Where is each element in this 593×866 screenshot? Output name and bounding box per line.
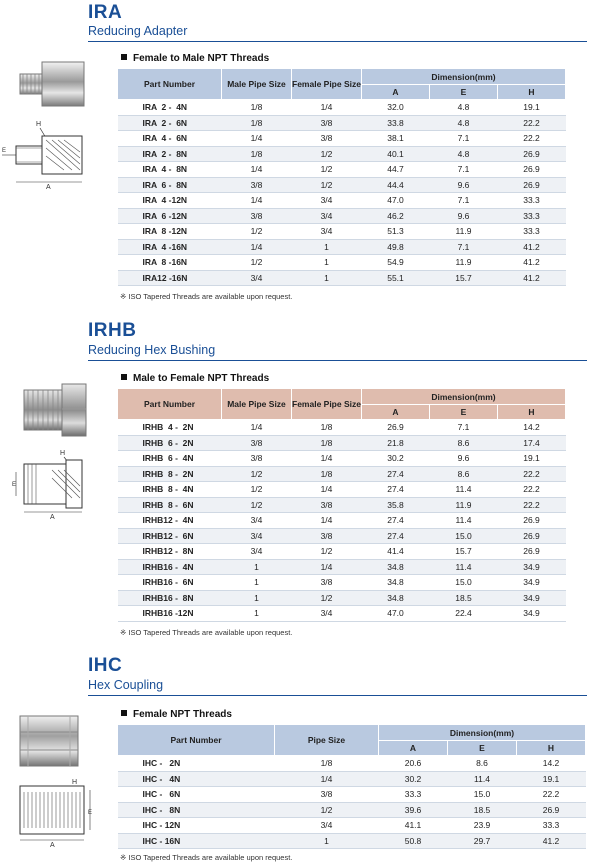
table-cell: 34.8 [362,575,430,591]
table-cell: 3/8 [292,131,362,147]
table-cell: 34.9 [498,575,566,591]
table-cell: 1/4 [222,420,292,436]
table-cell: 3/8 [292,115,362,131]
col-header-male: Male Pipe Size [222,69,292,100]
table-cell: 3/8 [222,435,292,451]
table-cell: 1 [222,590,292,606]
table-cell: 3/4 [222,544,292,560]
dim-label-h: H [60,450,66,457]
section-divider [88,695,587,696]
table-cell: 3/4 [292,193,362,209]
table-cell: 55.1 [362,270,430,286]
table-row [118,131,566,147]
table-cell: 3/8 [292,528,362,544]
table-cell: 3/8 [222,451,292,467]
dim-label-a: A [46,184,51,190]
table-cell: 3/8 [292,497,362,513]
table-cell: 11.4 [430,513,498,529]
table-cell: 22.2 [498,497,566,513]
table-cell: 11.4 [448,771,517,787]
col-header-a: A [379,741,448,756]
table-row [118,270,566,286]
col-header-e: E [430,85,498,100]
part-number-cell: IRA 4 -16N [118,239,222,255]
table-cell: 33.8 [362,115,430,131]
col-header-part: Part Number [118,69,222,100]
table-cell: 41.2 [498,239,566,255]
table-row [118,208,566,224]
table-cell: 1/2 [292,544,362,560]
section-divider [88,360,587,361]
table-cell: 27.4 [362,466,430,482]
dim-label-h: H [72,779,78,786]
table-row [118,818,586,834]
table-cell: 3/8 [222,177,292,193]
part-number-cell: IRA 8 -16N [118,255,222,271]
col-header-part: Part Number [118,725,275,756]
section-divider [88,41,587,42]
part-number-cell: IRA 6 -12N [118,208,222,224]
section-subtitle: Hex Coupling [88,678,164,692]
part-number-cell: IRHB12 - 6N [118,528,222,544]
table-cell: 1/4 [292,451,362,467]
part-number-cell: IRHB 8 - 6N [118,497,222,513]
table-cell: 1/2 [292,177,362,193]
table-cell: 7.1 [430,131,498,147]
table-row [118,239,566,255]
table-cell: 1/2 [222,466,292,482]
table-cell: 3/8 [222,208,292,224]
col-header-a: A [362,85,430,100]
col-header-h: H [498,405,566,420]
table-row [118,420,566,436]
table-row [118,771,586,787]
table-cell: 11.9 [430,224,498,240]
part-number-cell: IHC - 8N [118,802,275,818]
table-cell: 38.1 [362,131,430,147]
table-cell: 41.2 [498,270,566,286]
table-row [118,833,586,849]
part-number-cell: IRHB16 -12N [118,606,222,622]
table-cell: 4.8 [430,100,498,116]
table-cell: 29.7 [448,833,517,849]
part-number-cell: IRA 2 - 4N [118,100,222,116]
table-cell: 49.8 [362,239,430,255]
table-row [118,224,566,240]
table-cell: 1/4 [222,239,292,255]
table-cell: 1/2 [292,162,362,178]
bullet-square-icon [121,374,127,380]
table-cell: 27.4 [362,513,430,529]
col-header-e: E [430,405,498,420]
section-subtitle: Reducing Hex Bushing [88,343,216,357]
table-cell: 33.3 [498,208,566,224]
part-number-cell: IRA 2 - 8N [118,146,222,162]
table-cell: 39.6 [379,802,448,818]
table-cell: 1/4 [292,100,362,116]
table-cell: 1/2 [222,224,292,240]
table-cell: 21.8 [362,435,430,451]
table-row [118,146,566,162]
dim-label-e: E [88,810,93,816]
table-row [118,255,566,271]
part-number-cell: IRA 2 - 6N [118,115,222,131]
col-header-part: Part Number [118,389,222,420]
ira-dimension-table [117,68,566,286]
table-cell: 50.8 [379,833,448,849]
table-cell: 41.2 [498,255,566,271]
section-caption: Female NPT Threads [121,709,232,720]
table-cell: 7.1 [430,239,498,255]
irhb-product-photo [22,382,88,438]
table-cell: 1/2 [222,255,292,271]
table-row [118,115,566,131]
table-row [118,544,566,560]
table-cell: 15.0 [430,575,498,591]
table-cell: 3/4 [292,208,362,224]
bullet-square-icon [121,710,127,716]
dim-label-a: A [50,514,55,520]
ihc-technical-drawing [12,776,96,848]
table-row [118,100,566,116]
table-cell: 9.6 [430,177,498,193]
table-cell: 3/8 [292,575,362,591]
table-row [118,193,566,209]
table-cell: 22.2 [517,787,586,803]
table-cell: 23.9 [448,818,517,834]
ira-product-photo [18,58,88,110]
part-number-cell: IHC - 16N [118,833,275,849]
table-cell: 18.5 [448,802,517,818]
dim-label-a: A [50,842,55,848]
table-row [118,482,566,498]
table-cell: 1/2 [292,146,362,162]
table-row [118,435,566,451]
table-cell: 26.9 [362,420,430,436]
table-cell: 1 [222,575,292,591]
table-row [118,162,566,178]
part-number-cell: IRA 6 - 8N [118,177,222,193]
irhb-technical-drawing [10,448,88,520]
table-cell: 41.4 [362,544,430,560]
part-number-cell: IHC - 12N [118,818,275,834]
table-cell: 32.0 [362,100,430,116]
section-subtitle: Reducing Adapter [88,24,188,38]
table-cell: 3/4 [222,528,292,544]
section-code: IRA [88,2,123,23]
table-row [118,497,566,513]
table-cell: 22.2 [498,131,566,147]
section-code: IRHB [88,320,137,341]
table-cell: 1/2 [275,802,379,818]
table-cell: 1/4 [292,559,362,575]
table-cell: 30.2 [362,451,430,467]
table-cell: 15.7 [430,270,498,286]
dim-label-e: E [2,148,7,154]
table-cell: 8.6 [430,466,498,482]
table-cell: 1/8 [222,115,292,131]
table-cell: 34.8 [362,590,430,606]
table-cell: 4.8 [430,146,498,162]
table-cell: 41.2 [517,833,586,849]
table-cell: 7.1 [430,162,498,178]
table-cell: 1/4 [275,771,379,787]
iso-note: ※ ISO Tapered Threads are available upon request. [120,628,293,637]
part-number-cell: IRHB16 - 4N [118,559,222,575]
part-number-cell: IRA12 -16N [118,270,222,286]
table-cell: 1/4 [292,513,362,529]
table-body [118,100,566,286]
table-cell: 15.7 [430,544,498,560]
table-cell: 8.6 [430,435,498,451]
table-cell: 26.9 [498,162,566,178]
table-cell: 3/4 [222,513,292,529]
table-cell: 27.4 [362,482,430,498]
table-cell: 11.9 [430,255,498,271]
section-caption: Female to Male NPT Threads [121,53,269,64]
table-cell: 41.1 [379,818,448,834]
table-body [118,420,566,622]
dim-label-h: H [36,121,42,128]
table-cell: 1/2 [222,497,292,513]
table-cell: 1/4 [292,482,362,498]
table-cell: 3/4 [222,270,292,286]
table-cell: 19.1 [517,771,586,787]
table-row [118,528,566,544]
table-cell: 54.9 [362,255,430,271]
table-cell: 7.1 [430,420,498,436]
table-cell: 3/4 [275,818,379,834]
table-cell: 4.8 [430,115,498,131]
table-cell: 34.9 [498,606,566,622]
table-cell: 11.4 [430,482,498,498]
col-header-h: H [517,741,586,756]
part-number-cell: IRA 4 -12N [118,193,222,209]
col-header-dimension: Dimension(mm) [362,389,566,405]
table-cell: 40.1 [362,146,430,162]
part-number-cell: IRHB 6 - 4N [118,451,222,467]
table-cell: 11.9 [430,497,498,513]
part-number-cell: IHC - 2N [118,756,275,772]
table-cell: 47.0 [362,606,430,622]
col-header-h: H [498,85,566,100]
table-cell: 33.3 [379,787,448,803]
ira-technical-drawing [0,118,88,190]
iso-note: ※ ISO Tapered Threads are available upon request. [120,853,293,862]
table-cell: 26.9 [498,513,566,529]
table-row [118,756,586,772]
table-cell: 1/4 [222,131,292,147]
table-cell: 22.2 [498,466,566,482]
table-cell: 1/4 [222,193,292,209]
table-cell: 47.0 [362,193,430,209]
part-number-cell: IRA 4 - 6N [118,131,222,147]
irhb-dimension-table [117,388,566,622]
table-cell: 1 [222,606,292,622]
table-cell: 44.4 [362,177,430,193]
table-cell: 14.2 [498,420,566,436]
table-row [118,606,566,622]
table-cell: 30.2 [379,771,448,787]
table-cell: 44.7 [362,162,430,178]
table-cell: 33.3 [498,193,566,209]
part-number-cell: IRHB 4 - 2N [118,420,222,436]
col-header-a: A [362,405,430,420]
bullet-square-icon [121,54,127,60]
table-cell: 26.9 [498,544,566,560]
table-cell: 7.1 [430,193,498,209]
table-cell: 1/8 [292,420,362,436]
table-row [118,575,566,591]
table-cell: 1/8 [222,100,292,116]
table-cell: 15.0 [430,528,498,544]
table-cell: 22.2 [498,115,566,131]
dim-label-e: E [12,482,17,488]
table-cell: 1/2 [292,590,362,606]
table-cell: 51.3 [362,224,430,240]
table-cell: 22.4 [430,606,498,622]
table-cell: 9.6 [430,208,498,224]
part-number-cell: IRHB16 - 6N [118,575,222,591]
table-cell: 17.4 [498,435,566,451]
table-row [118,787,586,803]
table-cell: 1/2 [222,482,292,498]
part-number-cell: IRHB12 - 8N [118,544,222,560]
col-header-dimension: Dimension(mm) [362,69,566,85]
part-number-cell: IRA 4 - 8N [118,162,222,178]
table-cell: 1 [222,559,292,575]
section-caption: Male to Female NPT Threads [121,373,269,384]
table-row [118,451,566,467]
table-cell: 1/8 [222,146,292,162]
table-cell: 8.6 [448,756,517,772]
part-number-cell: IHC - 4N [118,771,275,787]
table-cell: 19.1 [498,451,566,467]
table-cell: 34.8 [362,559,430,575]
table-row [118,802,586,818]
table-cell: 26.9 [498,528,566,544]
col-header-male: Male Pipe Size [222,389,292,420]
table-cell: 14.2 [517,756,586,772]
col-header-dimension: Dimension(mm) [379,725,586,741]
table-row [118,590,566,606]
table-cell: 26.9 [517,802,586,818]
col-header-female: Female Pipe Size [292,389,362,420]
table-cell: 19.1 [498,100,566,116]
table-row [118,559,566,575]
table-cell: 1/8 [275,756,379,772]
table-cell: 20.6 [379,756,448,772]
table-cell: 27.4 [362,528,430,544]
table-cell: 26.9 [498,177,566,193]
table-cell: 1 [275,833,379,849]
part-number-cell: IRHB 8 - 4N [118,482,222,498]
col-header-pipe: Pipe Size [275,725,379,756]
table-row [118,177,566,193]
ihc-dimension-table [117,724,586,849]
table-cell: 9.6 [430,451,498,467]
table-cell: 26.9 [498,146,566,162]
part-number-cell: IRA 8 -12N [118,224,222,240]
col-header-e: E [448,741,517,756]
part-number-cell: IRHB16 - 8N [118,590,222,606]
table-cell: 33.3 [517,818,586,834]
table-body [118,756,586,849]
section-code: IHC [88,655,123,676]
table-cell: 3/4 [292,606,362,622]
table-cell: 1 [292,255,362,271]
table-cell: 3/4 [292,224,362,240]
table-cell: 11.4 [430,559,498,575]
table-cell: 34.9 [498,559,566,575]
table-cell: 1/4 [222,162,292,178]
table-cell: 33.3 [498,224,566,240]
table-row [118,513,566,529]
table-cell: 1 [292,239,362,255]
ihc-product-photo [18,714,80,768]
table-cell: 35.8 [362,497,430,513]
table-cell: 18.5 [430,590,498,606]
table-cell: 1 [292,270,362,286]
part-number-cell: IRHB12 - 4N [118,513,222,529]
part-number-cell: IHC - 6N [118,787,275,803]
part-number-cell: IRHB 8 - 2N [118,466,222,482]
table-cell: 22.2 [498,482,566,498]
table-cell: 34.9 [498,590,566,606]
table-cell: 15.0 [448,787,517,803]
col-header-female: Female Pipe Size [292,69,362,100]
table-cell: 1/8 [292,435,362,451]
iso-note: ※ ISO Tapered Threads are available upon request. [120,292,293,301]
part-number-cell: IRHB 6 - 2N [118,435,222,451]
table-cell: 46.2 [362,208,430,224]
table-row [118,466,566,482]
table-cell: 1/8 [292,466,362,482]
table-cell: 3/8 [275,787,379,803]
